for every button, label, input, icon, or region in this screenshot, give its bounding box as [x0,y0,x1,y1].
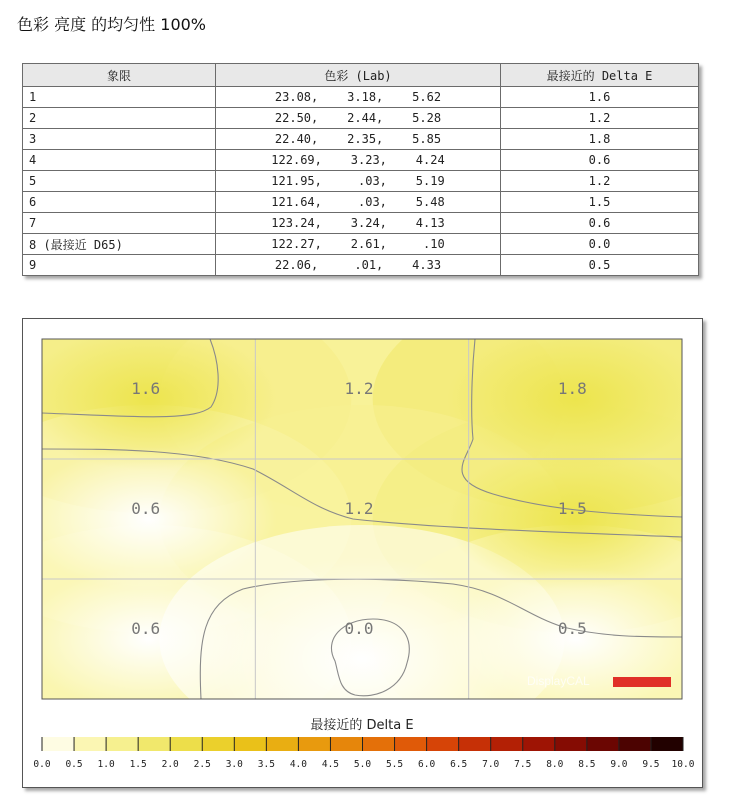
color-scale-segment [427,737,460,751]
color-scale-tick-label: 1.0 [97,759,115,770]
header-color-lab: 色彩 (Lab) [216,64,501,87]
page-title: 色彩 亮度 的均匀性 100% [17,15,207,34]
cell-lab: 122.27, 2.61, .10 [216,234,501,255]
cell-delta-e: 1.2 [501,108,699,129]
cell-delta-e: 0.6 [501,213,699,234]
cell-value-label: 1.2 [344,379,374,398]
cell-value-label: 0.6 [131,619,161,638]
summary-table-container [22,63,699,276]
color-scale-segment [266,737,299,751]
color-scale-tick-label: 2.5 [193,759,211,770]
cell-value-label: 1.6 [131,379,161,398]
color-scale-tick-label: 0.0 [33,759,51,770]
cell-lab: 22.40, 2.35, 5.85 [216,129,501,150]
cell-value-label: 1.2 [344,499,374,518]
color-scale-tick-label: 9.5 [642,759,660,770]
cell-delta-e: 1.6 [501,87,699,108]
color-scale-tick-label: 9.0 [610,759,628,770]
cell-lab: 23.08, 3.18, 5.62 [216,87,501,108]
color-scale-segment [395,737,428,751]
color-scale-tick-label: 4.0 [289,759,307,770]
cell-lab: 123.24, 3.24, 4.13 [216,213,501,234]
cell-delta-e: 0.5 [501,255,699,276]
color-scale-tick-label: 10.0 [671,759,695,770]
color-scale-segment [363,737,396,751]
cell-value-label: 1.8 [557,379,587,398]
cell-quadrant: 1 [23,87,216,108]
cell-quadrant: 8 (最接近 D65) [23,234,216,255]
color-scale-segment [330,737,363,751]
cell-quadrant: 7 [23,213,216,234]
color-scale-segment [298,737,331,751]
table-row [23,129,699,150]
color-scale-segment [138,737,171,751]
color-scale-segment [106,737,139,751]
color-scale-tick-label: 3.5 [257,759,275,770]
cell-quadrant: 6 [23,192,216,213]
cell-value-label: 0.5 [557,619,587,638]
table-row [23,150,699,171]
color-scale-segment [234,737,267,751]
color-scale-segment [587,737,620,751]
table-row [23,171,699,192]
table-row [23,234,699,255]
colorbar-title: 最接近的 Delta E [310,718,414,733]
cell-quadrant: 5 [23,171,216,192]
color-scale-tick-label: 7.5 [514,759,532,770]
cell-value-label: 0.0 [344,619,374,638]
table-row [23,87,699,108]
heatmap-highlight [447,567,702,711]
table-row [23,255,699,276]
watermark-text: DisplayCAL [527,674,590,688]
color-scale-tick-label: 0.5 [65,759,83,770]
color-scale-tick-label: 5.5 [385,759,404,770]
color-scale-segment [202,737,235,751]
cell-lab: 121.64, .03, 5.48 [216,192,501,213]
color-scale-tick-label: 8.0 [546,759,564,770]
cell-lab: 22.06, .01, 4.33 [216,255,501,276]
cell-delta-e: 1.5 [501,192,699,213]
color-scale-tick-label: 2.0 [161,759,179,770]
color-scale-tick-label: 6.0 [418,759,436,770]
uniformity-chart [23,319,702,787]
cell-lab: 121.95, .03, 5.19 [216,171,501,192]
color-scale-tick-label: 7.0 [482,759,500,770]
color-scale-segment [170,737,203,751]
color-scale-tick-label: 5.0 [353,759,372,770]
cell-value-label: 1.5 [557,499,587,518]
header-quadrant: 象限 [23,64,216,87]
watermark-bar [613,677,671,687]
table-row [23,108,699,129]
color-scale-tick-label: 8.5 [578,759,596,770]
color-scale-segment [491,737,524,751]
cell-quadrant: 4 [23,150,216,171]
color-scale-segment [42,737,75,751]
cell-delta-e: 1.8 [501,129,699,150]
summary-table [22,63,699,276]
cell-quadrant: 9 [23,255,216,276]
color-scale-segment [555,737,588,751]
color-scale-segment [651,737,684,751]
color-scale-tick-label: 6.5 [450,759,468,770]
header-delta-e: 最接近的 Delta E [501,64,699,87]
color-scale-segment [523,737,556,751]
uniformity-chart-frame [22,318,703,788]
cell-delta-e: 1.2 [501,171,699,192]
cell-delta-e: 0.6 [501,150,699,171]
table-header-row [23,64,699,87]
table-row [23,213,699,234]
cell-delta-e: 0.0 [501,234,699,255]
table-row [23,192,699,213]
color-scale-segment [459,737,492,751]
color-scale-tick-label: 1.5 [129,759,147,770]
color-scale-tick-label: 3.0 [225,759,243,770]
cell-quadrant: 3 [23,129,216,150]
color-scale-segment [74,737,107,751]
cell-lab: 122.69, 3.23, 4.24 [216,150,501,171]
cell-quadrant: 2 [23,108,216,129]
cell-lab: 22.50, 2.44, 5.28 [216,108,501,129]
cell-value-label: 0.6 [131,499,161,518]
color-scale-segment [619,737,652,751]
color-scale-tick-label: 4.5 [321,759,340,770]
